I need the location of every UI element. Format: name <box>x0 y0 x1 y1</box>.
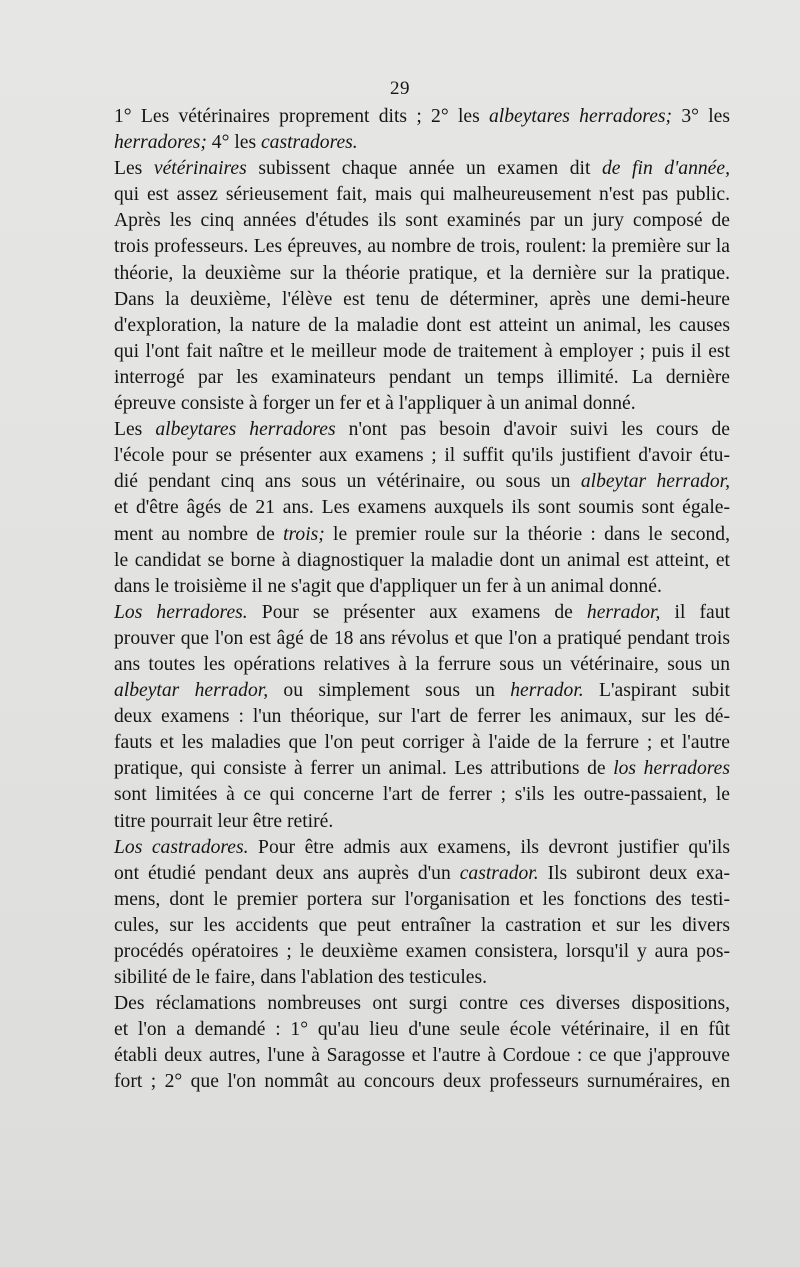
text-run: fort ; 2° que l'on nommât au concours deux professeurs surnuméraires, en <box>114 1071 730 1093</box>
text-run: sibilité de le faire, dans l'ablation des testicules. <box>114 967 487 989</box>
text-run: Pour être admis aux examens, ils devront justifier qu'ils <box>248 836 730 858</box>
text-line <box>114 704 730 730</box>
page-number: 29 <box>390 78 410 99</box>
text-run: d'exploration, la nature de la maladie dont est atteint un animal, les causes <box>114 314 730 336</box>
text-run: dans le troisième il ne s'agit que d'appliquer un fer à un animal donné. <box>114 575 662 597</box>
text-run: établi deux autres, l'une à Saragosse et l'autre à Cordoue : ce que j'approuve <box>114 1045 730 1067</box>
text-run: 1° Les vétérinaires proprement dits ; 2° les <box>114 106 489 127</box>
text-line <box>114 130 730 156</box>
text-line <box>114 365 730 391</box>
text-run: subissent chaque année un examen dit <box>246 158 602 180</box>
text-line <box>114 835 730 861</box>
italic-text: albeytar herrador, <box>114 680 269 702</box>
text-line <box>114 861 730 887</box>
text-line <box>114 313 730 339</box>
italic-text: castrador. <box>459 862 539 884</box>
text-line <box>114 495 730 521</box>
italic-text: albeytar herrador, <box>580 471 730 493</box>
italic-text: herradores; <box>114 132 207 154</box>
text-run: trois professeurs. Les épreuves, au nombre de trois, roulent: la première sur la <box>114 236 730 258</box>
text-run: Ils subiront deux exa- <box>538 862 730 884</box>
text-line <box>114 1069 730 1095</box>
italic-text: trois; <box>283 523 325 545</box>
text-run: cules, sur les accidents que peut entraîner la castration et sur les divers <box>114 914 730 936</box>
text-line <box>114 652 730 678</box>
text-line <box>114 522 730 548</box>
text-run: deux examens : l'un théorique, sur l'art de ferrer les animaux, sur les dé- <box>114 706 730 728</box>
text-run: Pour se présenter aux examens de <box>247 601 587 623</box>
text-run: épreuve consiste à forger un fer et à l'appliquer à un animal donné. <box>114 393 636 415</box>
text-line <box>114 1017 730 1043</box>
text-line <box>114 600 730 626</box>
text-line <box>114 104 730 130</box>
text-run: ans toutes les opérations relatives à la ferrure sous un vétérinaire, sous un <box>114 653 730 675</box>
text-run: qui est assez sérieusement fait, mais qui malheureusement n'est pas public. <box>114 184 730 206</box>
text-run: le premier roule sur la théorie : dans le second, <box>324 523 730 545</box>
text-run: Dans la deuxième, l'élève est tenu de déterminer, après une demi-heure <box>114 288 730 310</box>
text-line <box>114 548 730 574</box>
italic-text: los herradores <box>613 758 730 780</box>
body-text <box>114 104 730 1096</box>
italic-text: vétérinaires <box>153 158 247 180</box>
text-line <box>114 939 730 965</box>
text-run: le candidat se borne à diagnostiquer la maladie dont un animal est atteint, et <box>114 549 730 571</box>
text-run: il faut <box>660 601 730 623</box>
text-run: interrogé par les examinateurs pendant un temps illimité. La dernière <box>114 366 730 388</box>
text-run: prouver que l'on est âgé de 18 ans révolus et que l'on a pratiqué pendant trois <box>114 627 730 649</box>
text-run: mens, dont le premier portera sur l'organisation et les fonctions des testi- <box>114 888 730 910</box>
text-line <box>114 391 730 417</box>
text-line <box>114 261 730 287</box>
text-run: pratique, qui consiste à ferrer un animal. Les attributions de <box>114 758 614 780</box>
text-run: dié pendant cinq ans sous un vétérinaire, ou sous un <box>114 471 581 493</box>
italic-text: Los castradores. <box>114 836 249 858</box>
text-run: l'école pour se présenter aux examens ; il suffit qu'ils justifient d'avoir étu- <box>114 445 730 467</box>
text-line <box>114 626 730 652</box>
text-run: Après les cinq années d'études ils sont examinés par un jury composé de <box>114 210 730 232</box>
text-line <box>114 574 730 600</box>
text-line <box>114 756 730 782</box>
text-line <box>114 678 730 704</box>
italic-text: albeytares herradores; <box>489 106 673 127</box>
text-line <box>114 809 730 835</box>
text-run: sont limitées à ce qui concerne l'art de ferrer ; s'ils les outre-passaient, le <box>114 784 730 806</box>
text-run: 3° les <box>672 106 730 127</box>
text-run: ou simplement sous un <box>268 680 511 702</box>
text-run: Les <box>114 158 154 180</box>
italic-text: de fin d'année, <box>601 158 730 180</box>
italic-text: castradores. <box>260 132 358 154</box>
text-line <box>114 208 730 234</box>
text-run: fauts et les maladies que l'on peut corriger à l'aide de la ferrure ; et l'autre <box>114 732 730 754</box>
text-line <box>114 913 730 939</box>
text-line <box>114 339 730 365</box>
text-run: théorie, la deuxième sur la théorie pratique, et la dernière sur la pratique. <box>114 262 730 284</box>
text-line <box>114 156 730 182</box>
text-run: et l'on a demandé : 1° qu'au lieu d'une seule école vétérinaire, il en fût <box>114 1019 730 1041</box>
italic-text: albeytares herradores <box>155 419 336 441</box>
italic-text: herrador. <box>510 680 584 702</box>
text-line <box>114 234 730 260</box>
text-line <box>114 417 730 443</box>
text-run: ment au nombre de <box>114 523 284 545</box>
text-run: et d'être âgés de 21 ans. Les examens auxquels ils sont soumis sont égale- <box>114 497 730 519</box>
text-run: 4° les <box>206 132 261 154</box>
text-run: L'aspirant subit <box>583 680 730 702</box>
text-line <box>114 887 730 913</box>
italic-text: herrador, <box>586 601 661 623</box>
text-line <box>114 965 730 991</box>
text-line <box>114 469 730 495</box>
text-run: Les <box>114 419 156 441</box>
text-run: n'ont pas besoin d'avoir suivi les cours de <box>335 419 730 441</box>
text-line <box>114 782 730 808</box>
text-run: titre pourrait leur être retiré. <box>114 810 334 832</box>
text-run: qui l'ont fait naître et le meilleur mode de traitement à employer ; puis il est <box>114 340 730 362</box>
text-run: ont étudié pendant deux ans auprès d'un <box>114 862 460 884</box>
text-line <box>114 287 730 313</box>
text-line <box>114 991 730 1017</box>
text-run: procédés opératoires ; le deuxième examen consistera, lorsqu'il y aura pos- <box>114 941 730 962</box>
text-line <box>114 1043 730 1069</box>
text-line <box>114 730 730 756</box>
text-line <box>114 443 730 469</box>
italic-text: Los herradores. <box>114 601 248 623</box>
text-line <box>114 182 730 208</box>
text-run: Des réclamations nombreuses ont surgi contre ces diverses dispositions, <box>114 993 730 1015</box>
